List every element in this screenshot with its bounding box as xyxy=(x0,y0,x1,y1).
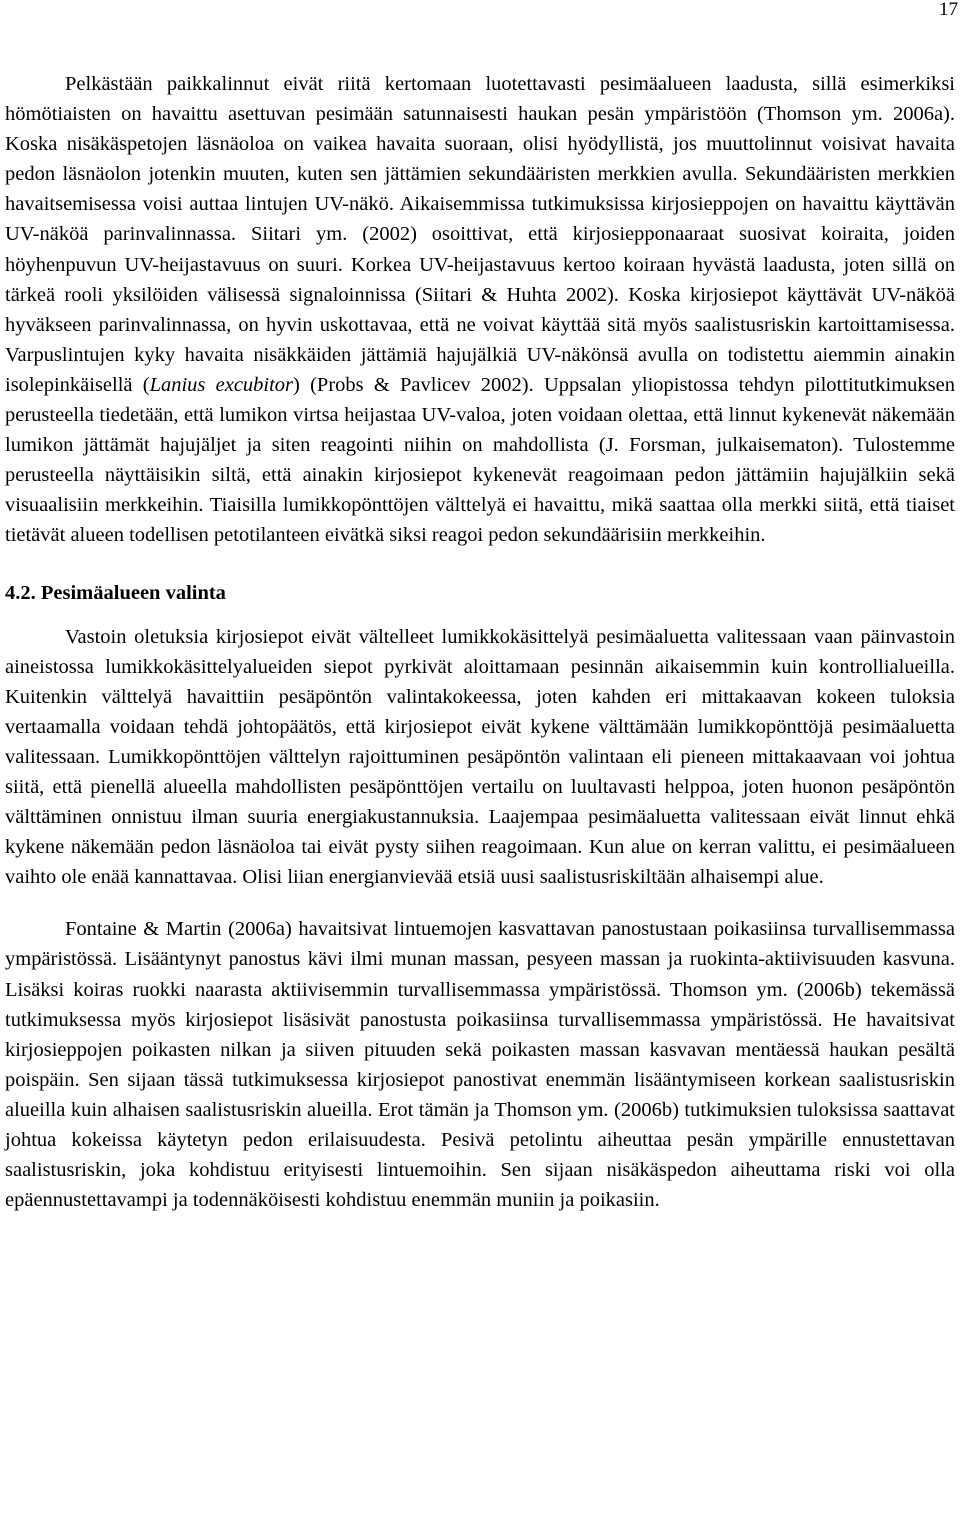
paragraph-1-text-a: Pelkästään paikkalinnut eivät riitä kertomaan luotettavasti pesimäalueen laadusta, sillä esimerkiksi hömötiaisten on havaittu asettuvan pesimään satunnaisesti haukan pesän ympäristöön (Thomson ym. 2006a). Koska nisäkäspetojen läsnäoloa on vaikea havaita suoraan, olisi hyödyllistä, jos muuttolinnut voisivat havaita pedon läsnäolon jotenkin muuten, kuten sen jättämien sekundääristen merkkien avulla. Sekundääristen merkkien havaitsemisessa voisi auttaa lintujen UV-näkö. Aikaisemmissa tutkimuksissa kirjosieppojen on havaittu käyttävän UV-näköä parinvalinnassa. Siitari ym. (2002) osoittivat, että kirjosiepponaaraat suosivat koiraita, joiden höyhenpuvun UV-heijastavuus on suuri. Korkea UV-heijastavuus kertoo koiraan hyvästä laadusta, joten sillä on tärkeä rooli yksilöiden välisessä signaloinnissa (Siitari & Huhta 2002). Koska kirjosiepot käyttävät UV-näköä hyväkseen parinvalinnassa, on hyvin uskottavaa, että ne voivat käyttää sitä myös saalistusriskin kartoittamisessa. Varpuslintujen kyky havaita nisäkkäiden jättämiä hajujälkiä UV-näkönsä avulla on todistettu aiemmin ainakin isolepinkäisellä ( xyxy=(5,73,955,396)
section-heading: 4.2. Pesimäalueen valinta xyxy=(5,581,226,604)
paragraph-3: Fontaine & Martin (2006a) havaitsivat lintuemojen kasvattavan panostustaan poikasiinsa turvallisemmassa ympäristössä. Lisääntynyt panostus kävi ilmi munan massan, pesyeen massan ja ruokinta-aktiivisuuden kasvuna. Lisäksi koiras ruokki naarasta aktiivisemmin turvallisemmassa ympäristössä. Thomson ym. (2006b) tekemässä tutkimuksessa myös kirjosiepot lisäsivät panostusta poikasiinsa turvallisemmassa ympäristössä. He havaitsivat kirjosieppojen poikasten nilkan ja siiven pituuden sekä poikasten massan kasvavan mentäessä haukan pesältä poispäin. Sen sijaan tässä tutkimuksessa kirjosiepot panostivat enemmän lisääntymiseen korkean saalistusriskin alueilla kuin alhaisen saalistusriskin alueilla. Erot tämän ja Thomson ym. (2006b) tutkimuksien tuloksissa saattavat johtua kokeissa käytetyn pedon erilaisuudesta. Pesivä petolintu aiheuttaa pesän ympärille ennustettavan saalistusriskin, joka kohdistuu erityisesti lintuemoihin. Sen sijaan nisäkäspedon aiheuttama riski voi olla epäennustettavampi ja todennäköisesti kohdistuu enemmän muniin ja poikasiin. xyxy=(5,918,955,1212)
document-body xyxy=(5,69,955,1215)
species-name: Lanius excubitor xyxy=(149,373,294,396)
page-number: 17 xyxy=(939,0,958,20)
paragraph-1-text-b: ) (Probs & Pavlicev 2002). Uppsalan yliopistossa tehdyn pilottitutkimuksen perusteella tiedetään, että lumikon virtsa heijastaa UV-valoa, joten voidaan olettaa, että linnut kykenevät näkemään lumikon jättämät hajujäljet ja siten reagointi niihin on mahdollista (J. Forsman, julkaisematon). Tulostemme perusteella näyttäisikin siltä, että ainakin kirjosiepot kykenevät reagoimaan pedon jättämiin hajujälkiin sekä visuaalisiin merkkeihin. Tiaisilla lumikkopönttöjen välttelyä ei havaittu, mikä saattaa olla merkki siitä, että tiaiset tietävät alueen todellisen petotilanteen eivätkä siksi reagoi pedon sekundäärisiin merkkeihin. xyxy=(5,373,956,547)
paragraph-2: Vastoin oletuksia kirjosiepot eivät vältelleet lumikkokäsittelyä pesimäaluetta valitessaan vaan päinvastoin aineistossa lumikkokäsittelyalueiden siepot pyrkivät aloittamaan pesinnän aikaisemmin kuin kontrollialueilla. Kuitenkin välttelyä havaittiin pesäpöntön valintakokeessa, joten kahden eri mittakaavan kokeen tuloksia vertaamalla voidaan tehdä johtopäätös, että kirjosiepot eivät kykene välttämään lumikkopönttöjä pesimäaluetta valitessaan. Lumikkopönttöjen välttelyn rajoittuminen pesäpöntön valintaan eli pieneen mittakaavaan voi johtua siitä, että pienellä alueella mahdollisten pesäpönttöjen vertailu on luultavasti helppoa, joten huonon pesäpöntön välttäminen onnistuu ilman suuria energiakustannuksia. Laajempaa pesimäaluetta valitessaan eivät linnut ehkä kykene näkemään pedon läsnäoloa tai eivät pysty siihen reagoimaan. Kun alue on kerran valittu, ei pesimäalueen vaihto ole enää kannattavaa. Olisi liian energianvievää etsiä uusi saalistusriskiltään alhaisempi alue. xyxy=(5,625,955,889)
paragraph-1 xyxy=(5,69,955,551)
